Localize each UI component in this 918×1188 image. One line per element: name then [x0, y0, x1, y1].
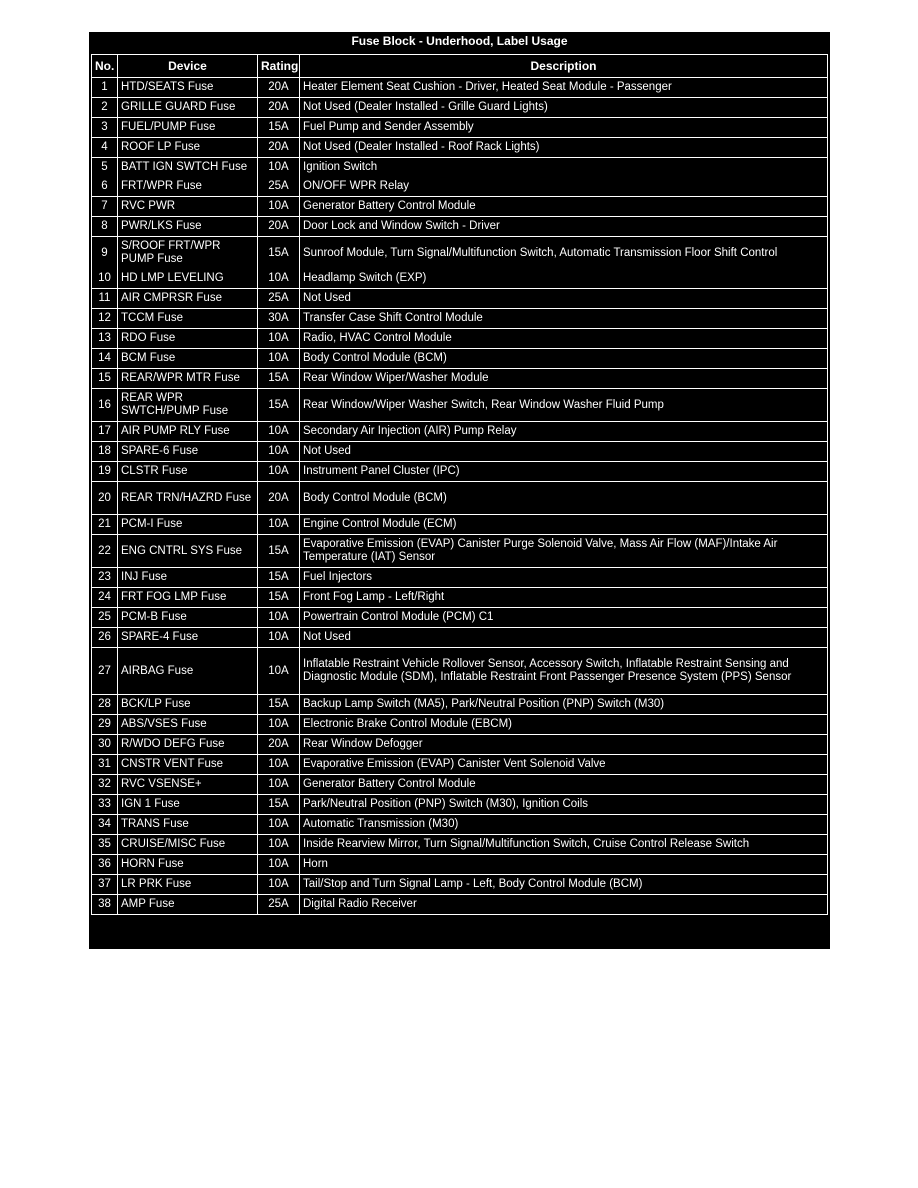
- fuse-number: 23: [92, 568, 118, 588]
- fuse-device: RVC VSENSE+: [118, 775, 258, 795]
- table-row: [92, 695, 828, 715]
- fuse-description: Evaporative Emission (EVAP) Canister Purge Solenoid Valve, Mass Air Flow (MAF)/Intake Air Temperature (IAT) Sensor: [300, 535, 828, 568]
- fuse-device: PWR/LKS Fuse: [118, 217, 258, 237]
- fuse-number: 17: [92, 422, 118, 442]
- fuse-number: 37: [92, 875, 118, 895]
- fuse-number: 22: [92, 535, 118, 568]
- fuse-table-panel: [89, 32, 830, 949]
- fuse-description: Instrument Panel Cluster (IPC): [300, 462, 828, 482]
- fuse-description: Secondary Air Injection (AIR) Pump Relay: [300, 422, 828, 442]
- fuse-description: Generator Battery Control Module: [300, 775, 828, 795]
- fuse-description: Heater Element Seat Cushion - Driver, Heated Seat Module - Passenger: [300, 78, 828, 98]
- header-row: [92, 55, 828, 78]
- fuse-rating: 10A: [258, 715, 300, 735]
- fuse-number: 9: [92, 237, 118, 270]
- table-row: [92, 177, 828, 197]
- fuse-rating: 20A: [258, 217, 300, 237]
- fuse-description: Sunroof Module, Turn Signal/Multifunction Switch, Automatic Transmission Floor Shift Control: [300, 237, 828, 270]
- fuse-number: 25: [92, 608, 118, 628]
- fuse-rating: 10A: [258, 608, 300, 628]
- fuse-description: Digital Radio Receiver: [300, 895, 828, 915]
- table-row: [92, 608, 828, 628]
- header-rating: Rating: [258, 55, 300, 78]
- fuse-rating: 10A: [258, 515, 300, 535]
- fuse-number: 13: [92, 329, 118, 349]
- fuse-number: 36: [92, 855, 118, 875]
- fuse-device: HD LMP LEVELING: [118, 269, 258, 289]
- fuse-rating: 10A: [258, 269, 300, 289]
- table-row: [92, 349, 828, 369]
- header-description: Description: [300, 55, 828, 78]
- fuse-description: Radio, HVAC Control Module: [300, 329, 828, 349]
- fuse-rating: 10A: [258, 422, 300, 442]
- fuse-rating: 10A: [258, 158, 300, 178]
- fuse-rating: 25A: [258, 895, 300, 915]
- fuse-device: TCCM Fuse: [118, 309, 258, 329]
- fuse-description: Transfer Case Shift Control Module: [300, 309, 828, 329]
- fuse-number: 21: [92, 515, 118, 535]
- fuse-number: 19: [92, 462, 118, 482]
- fuse-description: Park/Neutral Position (PNP) Switch (M30), Ignition Coils: [300, 795, 828, 815]
- table-row: [92, 329, 828, 349]
- fuse-number: 27: [92, 648, 118, 695]
- fuse-rating: 10A: [258, 349, 300, 369]
- fuse-description: Rear Window Defogger: [300, 735, 828, 755]
- table-row: [92, 98, 828, 118]
- fuse-number: 7: [92, 197, 118, 217]
- fuse-number: 12: [92, 309, 118, 329]
- fuse-description: Door Lock and Window Switch - Driver: [300, 217, 828, 237]
- fuse-device: GRILLE GUARD Fuse: [118, 98, 258, 118]
- fuse-description: Electronic Brake Control Module (EBCM): [300, 715, 828, 735]
- fuse-number: 24: [92, 588, 118, 608]
- fuse-rating: 15A: [258, 568, 300, 588]
- fuse-description: Body Control Module (BCM): [300, 482, 828, 515]
- fuse-rating: 10A: [258, 835, 300, 855]
- fuse-rating: 10A: [258, 815, 300, 835]
- fuse-device: TRANS Fuse: [118, 815, 258, 835]
- fuse-description: Powertrain Control Module (PCM) C1: [300, 608, 828, 628]
- fuse-device: SPARE-4 Fuse: [118, 628, 258, 648]
- fuse-device: CLSTR Fuse: [118, 462, 258, 482]
- fuse-rating: 10A: [258, 442, 300, 462]
- fuse-device: R/WDO DEFG Fuse: [118, 735, 258, 755]
- fuse-description: Inflatable Restraint Vehicle Rollover Sensor, Accessory Switch, Inflatable Restraint Sensing and Diagnostic Module (SDM), Inflatable Restraint Front Passenger Presence System (PPS) Sensor: [300, 648, 828, 695]
- fuse-description: Rear Window Wiper/Washer Module: [300, 369, 828, 389]
- table-row: [92, 289, 828, 309]
- fuse-description: Not Used: [300, 628, 828, 648]
- table-row: [92, 118, 828, 138]
- table-title: Fuse Block - Underhood, Label Usage: [351, 34, 568, 48]
- table-row: [92, 422, 828, 442]
- fuse-number: 10: [92, 269, 118, 289]
- table-row: [92, 895, 828, 915]
- table-row: [92, 628, 828, 648]
- fuse-rating: 15A: [258, 795, 300, 815]
- fuse-device: PCM-I Fuse: [118, 515, 258, 535]
- fuse-number: 38: [92, 895, 118, 915]
- fuse-rating: 15A: [258, 237, 300, 270]
- fuse-description: Ignition Switch: [300, 158, 828, 178]
- fuse-device: BCM Fuse: [118, 349, 258, 369]
- fuse-rating: 15A: [258, 369, 300, 389]
- table-row: [92, 715, 828, 735]
- table-row: [92, 515, 828, 535]
- fuse-description: Horn: [300, 855, 828, 875]
- fuse-device: HORN Fuse: [118, 855, 258, 875]
- table-row: [92, 535, 828, 568]
- table-row: [92, 735, 828, 755]
- fuse-device: REAR WPR SWTCH/PUMP Fuse: [118, 389, 258, 422]
- fuse-device: BATT IGN SWTCH Fuse: [118, 158, 258, 178]
- fuse-device: HTD/SEATS Fuse: [118, 78, 258, 98]
- fuse-description: Evaporative Emission (EVAP) Canister Vent Solenoid Valve: [300, 755, 828, 775]
- fuse-number: 32: [92, 775, 118, 795]
- fuse-number: 31: [92, 755, 118, 775]
- table-row: [92, 855, 828, 875]
- fuse-rating: 15A: [258, 118, 300, 138]
- table-row: [92, 369, 828, 389]
- table-row: [92, 588, 828, 608]
- fuse-number: 5: [92, 158, 118, 178]
- fuse-device: ROOF LP Fuse: [118, 138, 258, 158]
- fuse-rating: 15A: [258, 588, 300, 608]
- fuse-rating: 10A: [258, 855, 300, 875]
- fuse-rating: 25A: [258, 289, 300, 309]
- fuse-number: 6: [92, 177, 118, 197]
- fuse-number: 35: [92, 835, 118, 855]
- fuse-number: 20: [92, 482, 118, 515]
- fuse-rating: 25A: [258, 177, 300, 197]
- fuse-number: 28: [92, 695, 118, 715]
- table-row: [92, 755, 828, 775]
- fuse-number: 30: [92, 735, 118, 755]
- header-no: No.: [92, 55, 118, 78]
- table-row: [92, 795, 828, 815]
- fuse-device: RVC PWR: [118, 197, 258, 217]
- fuse-description: Fuel Injectors: [300, 568, 828, 588]
- fuse-description: Tail/Stop and Turn Signal Lamp - Left, Body Control Module (BCM): [300, 875, 828, 895]
- fuse-device: PCM-B Fuse: [118, 608, 258, 628]
- fuse-description: Headlamp Switch (EXP): [300, 269, 828, 289]
- fuse-number: 33: [92, 795, 118, 815]
- fuse-device: ENG CNTRL SYS Fuse: [118, 535, 258, 568]
- table-row: [92, 197, 828, 217]
- table-row: [92, 237, 828, 270]
- fuse-number: 2: [92, 98, 118, 118]
- fuse-rating: 10A: [258, 197, 300, 217]
- fuse-number: 3: [92, 118, 118, 138]
- table-row: [92, 835, 828, 855]
- fuse-description: Not Used: [300, 289, 828, 309]
- fuse-device: FRT FOG LMP Fuse: [118, 588, 258, 608]
- fuse-description: Backup Lamp Switch (MA5), Park/Neutral Position (PNP) Switch (M30): [300, 695, 828, 715]
- fuse-device: BCK/LP Fuse: [118, 695, 258, 715]
- table-row: [92, 389, 828, 422]
- header-device: Device: [118, 55, 258, 78]
- fuse-number: 14: [92, 349, 118, 369]
- fuse-rating: 30A: [258, 309, 300, 329]
- fuse-rating: 10A: [258, 628, 300, 648]
- table-row: [92, 648, 828, 695]
- fuse-device: AIRBAG Fuse: [118, 648, 258, 695]
- fuse-number: 16: [92, 389, 118, 422]
- table-row: [92, 815, 828, 835]
- fuse-device: S/ROOF FRT/WPR PUMP Fuse: [118, 237, 258, 270]
- fuse-device: FUEL/PUMP Fuse: [118, 118, 258, 138]
- fuse-device: AIR PUMP RLY Fuse: [118, 422, 258, 442]
- fuse-device: AIR CMPRSR Fuse: [118, 289, 258, 309]
- fuse-rating: 15A: [258, 535, 300, 568]
- fuse-rating: 15A: [258, 695, 300, 715]
- fuse-device: REAR TRN/HAZRD Fuse: [118, 482, 258, 515]
- table-row: [92, 568, 828, 588]
- fuse-description: ON/OFF WPR Relay: [300, 177, 828, 197]
- fuse-rating: 10A: [258, 462, 300, 482]
- fuse-description: Fuel Pump and Sender Assembly: [300, 118, 828, 138]
- fuse-number: 1: [92, 78, 118, 98]
- fuse-rating: 20A: [258, 78, 300, 98]
- fuse-rating: 10A: [258, 648, 300, 695]
- fuse-rating: 10A: [258, 875, 300, 895]
- fuse-number: 8: [92, 217, 118, 237]
- table-row: [92, 217, 828, 237]
- fuse-device: ABS/VSES Fuse: [118, 715, 258, 735]
- table-row: [92, 269, 828, 289]
- fuse-device: AMP Fuse: [118, 895, 258, 915]
- fuse-rows: [92, 78, 828, 915]
- fuse-description: Body Control Module (BCM): [300, 349, 828, 369]
- fuse-device: INJ Fuse: [118, 568, 258, 588]
- table-row: [92, 482, 828, 515]
- fuse-description: Not Used: [300, 442, 828, 462]
- table-row: [92, 158, 828, 178]
- table-row: [92, 138, 828, 158]
- fuse-description: Not Used (Dealer Installed - Roof Rack Lights): [300, 138, 828, 158]
- fuse-device: FRT/WPR Fuse: [118, 177, 258, 197]
- fuse-number: 15: [92, 369, 118, 389]
- table-row: [92, 309, 828, 329]
- table-row: [92, 442, 828, 462]
- fuse-number: 11: [92, 289, 118, 309]
- fuse-description: Front Fog Lamp - Left/Right: [300, 588, 828, 608]
- fuse-device: SPARE-6 Fuse: [118, 442, 258, 462]
- table-row: [92, 78, 828, 98]
- fuse-rating: 10A: [258, 775, 300, 795]
- fuse-number: 34: [92, 815, 118, 835]
- fuse-device: LR PRK Fuse: [118, 875, 258, 895]
- fuse-table: [91, 54, 828, 915]
- fuse-rating: 20A: [258, 138, 300, 158]
- fuse-rating: 10A: [258, 755, 300, 775]
- fuse-device: CRUISE/MISC Fuse: [118, 835, 258, 855]
- fuse-description: Automatic Transmission (M30): [300, 815, 828, 835]
- fuse-device: RDO Fuse: [118, 329, 258, 349]
- table-row: [92, 775, 828, 795]
- fuse-description: Inside Rearview Mirror, Turn Signal/Multifunction Switch, Cruise Control Release Switch: [300, 835, 828, 855]
- fuse-rating: 20A: [258, 98, 300, 118]
- table-row: [92, 462, 828, 482]
- fuse-rating: 15A: [258, 389, 300, 422]
- fuse-rating: 10A: [258, 329, 300, 349]
- table-row: [92, 875, 828, 895]
- fuse-device: IGN 1 Fuse: [118, 795, 258, 815]
- fuse-device: REAR/WPR MTR Fuse: [118, 369, 258, 389]
- fuse-number: 26: [92, 628, 118, 648]
- fuse-rating: 20A: [258, 735, 300, 755]
- fuse-rating: 20A: [258, 482, 300, 515]
- fuse-number: 29: [92, 715, 118, 735]
- fuse-number: 18: [92, 442, 118, 462]
- fuse-description: Not Used (Dealer Installed - Grille Guard Lights): [300, 98, 828, 118]
- fuse-description: Generator Battery Control Module: [300, 197, 828, 217]
- fuse-description: Engine Control Module (ECM): [300, 515, 828, 535]
- fuse-device: CNSTR VENT Fuse: [118, 755, 258, 775]
- fuse-number: 4: [92, 138, 118, 158]
- fuse-description: Rear Window/Wiper Washer Switch, Rear Window Washer Fluid Pump: [300, 389, 828, 422]
